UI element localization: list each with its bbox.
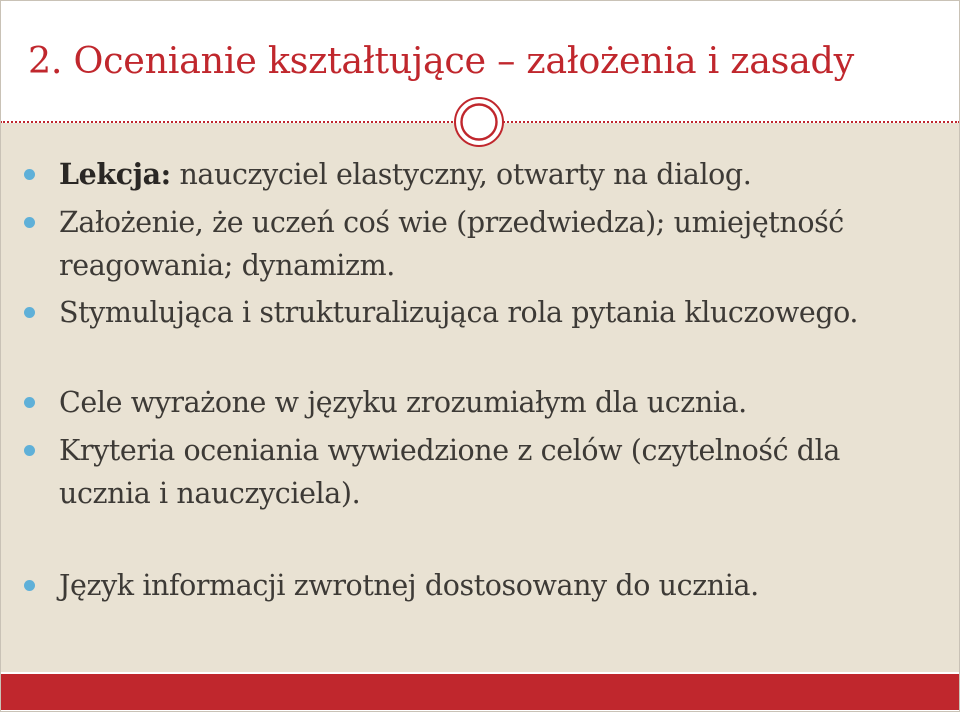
bullet-bold-label: Lekcja:: [59, 157, 171, 191]
bullet-label: Kryteria oceniania wywiedzione z celów (czytelność dla ucznia i nauczyciela).: [59, 434, 840, 510]
bullet-label: Założenie, że uczeń coś wie (przedwiedza); umiejętność reagowania; dynamizm.: [59, 206, 844, 282]
bullet-label: Stymulująca i strukturalizująca rola pytania kluczowego.: [59, 296, 859, 329]
bullet-label: Cele wyrażone w języku zrozumiałym dla ucznia.: [59, 386, 747, 419]
slide-title: 2. Ocenianie kształtujące – założenia i zasady: [28, 39, 854, 82]
bullet-label: nauczyciel elastyczny, otwarty na dialog.: [170, 158, 752, 191]
bullet-label: Język informacji zwrotnej dostosowany do ucznia.: [59, 569, 759, 602]
